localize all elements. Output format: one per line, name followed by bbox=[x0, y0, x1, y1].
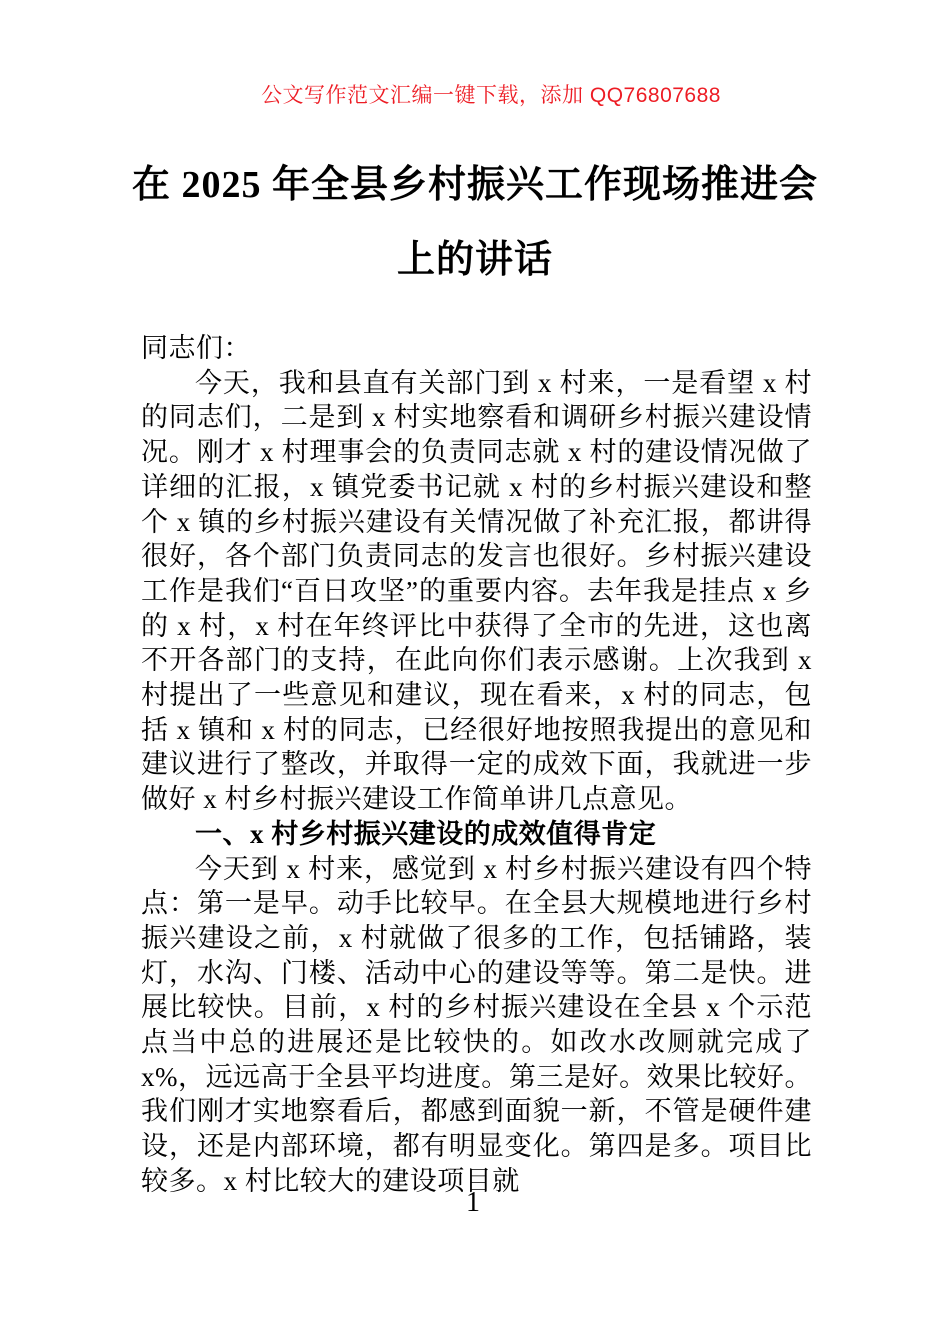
body-paragraph: 今天，我和县直有关部门到 x 村来，一是看望 x 村的同志们，二是到 x 村实地察看和调研乡村振兴建设情况。刚才 x 村理事会的负责同志就 x 村的建设情况做了详细的汇报，x 镇党委书记就 x 村的乡村振兴建设和整个 x 镇的乡村振兴建设有关情况做了补充汇报，都讲得很好，各个部门负责同志的发言也很好。乡村振兴建设工作是我们“百日攻坚”的重要内容。去年我是挂点 x 乡的 x 村，x 村在年终评比中获得了全市的先进，这也离不开各部门的支持，在此向你们表示感谢。上次我到 x 村提出了一些意见和建议，现在看来，x 村的同志，包括 x 镇和 x 村的同志，已经很好地按照我提出的意见和建议进行了整改，并取得一定的成效下面，我就进一步做好 x 村乡村振兴建设工作简单讲几点意见。 bbox=[141, 367, 812, 815]
body-paragraph: 今天到 x 村来，感觉到 x 村乡村振兴建设有四个特点：第一是早。动手比较早。在全县大规模地进行乡村振兴建设之前，x 村就做了很多的工作，包括铺路，装灯，水沟、门楼、活动中心的建设等等。第二是快。进展比较快。目前，x 村的乡村振兴建设在全县 x 个示范点当中总的进展还是比较快的。如改水改厕就完成了 x%，远远高于全县平均进度。第三是好。效果比较好。我们刚才实地察看后，都感到面貌一新，不管是硬件建设，还是内部环境，都有明显变化。第四是多。项目比较多。x 村比较大的建设项目就 bbox=[141, 853, 812, 1196]
document-title: 在 2025 年全县乡村振兴工作现场推进会上的讲话 bbox=[131, 164, 818, 281]
document-body bbox=[141, 331, 812, 1199]
page-number: 1 bbox=[466, 1187, 480, 1218]
header-promo-notice: 公文写作范文汇编一键下载，添加 QQ76807688 bbox=[261, 84, 721, 107]
salutation-line: 同志们： bbox=[141, 333, 251, 363]
section-heading: 一、x 村乡村振兴建设的成效值得肯定 bbox=[195, 818, 657, 849]
